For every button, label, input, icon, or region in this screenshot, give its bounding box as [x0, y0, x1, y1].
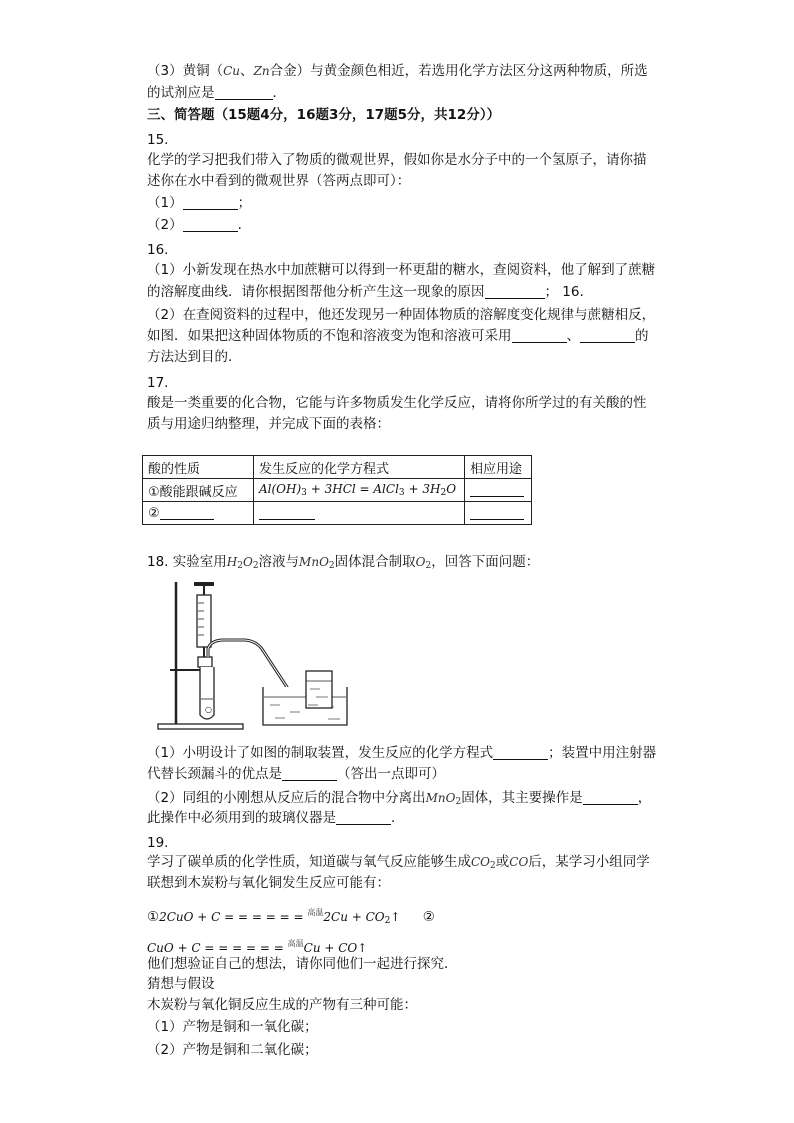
q18-p1-blank1[interactable]	[493, 745, 548, 760]
h2o2-sub-a: 2	[237, 561, 243, 571]
q18-p2-text-b: 固体，其主要操作是	[461, 790, 583, 806]
q16-p2-line1: （2）在查阅资料的过程中，他还发现另一种固体物质的溶解度变化规律与蔗糖相反，	[147, 307, 656, 323]
zn-formula: Zn	[253, 64, 270, 78]
row2-mark: ②	[148, 506, 160, 521]
eq1-part-a: 2CuO + C = = = = = =	[159, 910, 308, 924]
o2-sub: 2	[425, 561, 432, 571]
p2-mno2-formula: MnO	[425, 791, 456, 805]
co-formula: CO	[509, 855, 529, 869]
q15-item1-blank[interactable]	[183, 195, 238, 210]
oxygen-apparatus-figure	[150, 577, 370, 732]
q18-p1-text-b: ；装置中用注射器	[548, 745, 657, 761]
q15-text-line1: 化学的学习把我们带入了物质的微观世界，假如你是水分子中的一个氢原子，请你描	[147, 152, 647, 168]
q16-p1-line1: （1）小新发现在热水中加蔗糖可以得到一杯更甜的糖水，查阅资料，他了解到了蔗糖	[147, 262, 656, 278]
q18-p1-text-c: 代替长颈漏斗的优点是	[147, 766, 282, 782]
q15-item1-label: （1）	[147, 195, 183, 211]
svg-text:○: ○	[205, 705, 212, 714]
row2-usage	[465, 502, 532, 525]
row1-usage-blank[interactable]	[470, 482, 524, 497]
q3-answer-blank[interactable]	[215, 85, 273, 100]
q15-item2-end: ．	[237, 217, 252, 233]
row2-property	[143, 502, 254, 525]
row1-equation	[254, 479, 465, 502]
table-header-row	[143, 456, 532, 479]
eq1-mark: ①	[147, 909, 160, 925]
row1-eq-part-d: O	[446, 482, 457, 496]
q18-p2-text-c: ，	[637, 790, 652, 806]
table-header-property: 酸的性质	[143, 456, 254, 479]
q17-number: 17.	[147, 375, 169, 391]
q19-number: 19.	[147, 835, 169, 851]
q15-item1	[147, 194, 251, 212]
eq1-arrow: ↑	[390, 910, 401, 924]
q17-text-line2: 质与用途归纳整理，并完成下面的表格：	[147, 416, 390, 432]
q16-p2-blank1[interactable]	[512, 328, 567, 343]
q16-p2-end: 的	[635, 328, 649, 344]
q19-text-b: 或	[495, 854, 510, 870]
q3-text-a: （3）黄铜（	[147, 63, 224, 79]
row1-eq-sub1: 3	[301, 488, 307, 498]
eq2-mark: ②	[422, 909, 435, 925]
q18-p2-text-d: 此操作中必须用到的玻璃仪器是	[147, 810, 336, 826]
row2-usage-blank[interactable]	[470, 505, 524, 520]
table-header-usage: 相应用途	[465, 456, 532, 479]
row2-equation-blank[interactable]	[259, 505, 315, 520]
row1-eq-sub3: 2	[440, 488, 447, 498]
row2-equation	[254, 502, 465, 525]
acid-properties-table	[142, 455, 532, 525]
eq1-condition: 高温	[307, 908, 324, 917]
q3-text-b: 合金）与黄金颜色相近，若选用化学方法区分这两种物质，所选	[269, 63, 648, 79]
q19-equation1	[147, 904, 435, 930]
q19-text-line3: 他们想验证自己的想法，请你同他们一起进行探究．	[147, 956, 458, 972]
row1-eq-part-c: + 3H	[404, 482, 441, 496]
guess-title: 猜想与假设	[147, 976, 215, 992]
q16-p1-line2	[147, 283, 584, 301]
q16-p1-text: 的溶解度曲线．请你根据图帮他分析产生这一现象的原因	[147, 284, 485, 300]
row1-eq-sub2: 3	[398, 488, 405, 498]
q18-p1-text-d: （答出一点即可）	[337, 766, 445, 782]
row1-usage	[465, 479, 532, 502]
q15-item2-blank[interactable]	[183, 217, 238, 232]
q18-p2-end: ．	[391, 810, 405, 826]
collection-bottle	[306, 671, 332, 708]
eq2-part-a: CuO + C = = = = = =	[147, 941, 288, 955]
q17-text-line1: 酸是一类重要的化合物，它能与许多物质发生化学反应，请将你所学过的有关酸的性	[147, 395, 647, 411]
guess-item-1: （1）产物是铜和一氧化碳；	[147, 1019, 318, 1035]
q18-p1-line2	[147, 765, 445, 783]
q15-item2-label: （2）	[147, 217, 183, 233]
q19-equation2	[147, 935, 367, 957]
q18-p2-blank1[interactable]	[583, 790, 638, 805]
q18-p2-text-a: （2）同组的小刚想从反应后的混合物中分离出	[147, 790, 426, 806]
table-row	[143, 502, 532, 525]
stand-base	[158, 724, 243, 729]
q16-p2-blank2[interactable]	[580, 328, 635, 343]
q18-p1-text-a: （1）小明设计了如图的制取装置，发生反应的化学方程式	[147, 745, 494, 761]
co2-sub: 2	[490, 861, 496, 871]
q3-text-c: 的试剂应是	[147, 85, 215, 101]
q19-text-line1	[147, 853, 650, 875]
q18-p2-blank2[interactable]	[336, 810, 391, 825]
q15-item1-end: ；	[237, 195, 252, 211]
q15-text-line2: 述你在水中看到的微观世界（答两点即可）：	[147, 173, 411, 189]
cu-formula: Cu	[223, 64, 241, 78]
rubber-stopper	[198, 657, 212, 667]
syringe-plunger-top	[194, 582, 214, 586]
row1-eq-part-a: Al(OH)	[259, 482, 302, 496]
row2-property-blank[interactable]	[160, 505, 214, 520]
eq1-sub: 2	[384, 916, 391, 926]
eq2-condition: 高温	[287, 939, 304, 948]
mno2-formula: MnO	[299, 555, 329, 569]
q16-p2-line2	[147, 327, 649, 345]
q18-text-c: 固体混合制取	[334, 554, 416, 570]
p2-mno2-sub: 2	[455, 797, 462, 807]
q18-p2-line1	[147, 789, 651, 811]
co2-formula: CO	[471, 855, 491, 869]
h2o2-o: O	[242, 555, 253, 569]
q3-period: ．	[272, 85, 286, 101]
eq1-part-b: 2Cu + CO	[323, 910, 385, 924]
q3-line2	[147, 84, 286, 102]
guess-item-2: （2）产物是铜和二氧化碳；	[147, 1042, 318, 1058]
q18-p1-blank2[interactable]	[282, 766, 337, 781]
q3-line1	[147, 62, 648, 80]
q3-sep: 、	[240, 63, 254, 79]
q16-p2-text: 如图．如果把这种固体物质的不饱和溶液变为饱和溶液可采用	[147, 328, 512, 344]
h2o2-sub-b: 2	[252, 561, 259, 571]
q18-p1-line1	[147, 744, 656, 762]
q18-text-a: 18. 实验室用	[147, 554, 227, 570]
eq2-part-b: Cu + CO↑	[303, 941, 368, 955]
row1-eq-part-b: + 3HCl = AlCl	[306, 482, 399, 496]
o2-formula: O	[415, 555, 426, 569]
q18-line1	[147, 553, 539, 575]
table-header-equation: 发生反应的化学方程式	[254, 456, 465, 479]
table-row	[143, 479, 532, 502]
q15-number: 15.	[147, 132, 169, 148]
q15-item2	[147, 216, 251, 234]
q16-p1-end: ； 16.	[544, 284, 584, 300]
guess-intro: 木炭粉与氧化铜反应生成的产物有三种可能：	[147, 997, 417, 1013]
section3-heading: 三、简答题（15题4分，16题3分，17题5分，共12分））	[147, 107, 501, 123]
q16-p1-blank[interactable]	[485, 284, 545, 299]
q19-text-line2: 联想到木炭粉与氧化铜发生反应可能有：	[147, 875, 390, 891]
q18-p2-line2	[147, 809, 405, 827]
q16-number: 16.	[147, 242, 169, 258]
q18-text-d: ，回答下面问题：	[431, 554, 540, 570]
q16-p2-sep: 、	[566, 328, 580, 344]
row1-property: ①酸能跟碱反应	[143, 479, 254, 502]
q16-p2-line3: 方法达到目的．	[147, 349, 242, 365]
h2o2-h: H	[226, 555, 238, 569]
q18-text-b: 溶液与	[258, 554, 300, 570]
q19-text-c: 后，某学习小组同学	[528, 854, 650, 870]
mno2-sub: 2	[328, 561, 335, 571]
q19-text-a: 学习了碳单质的化学性质，知道碳与氧气反应能够生成	[147, 854, 471, 870]
